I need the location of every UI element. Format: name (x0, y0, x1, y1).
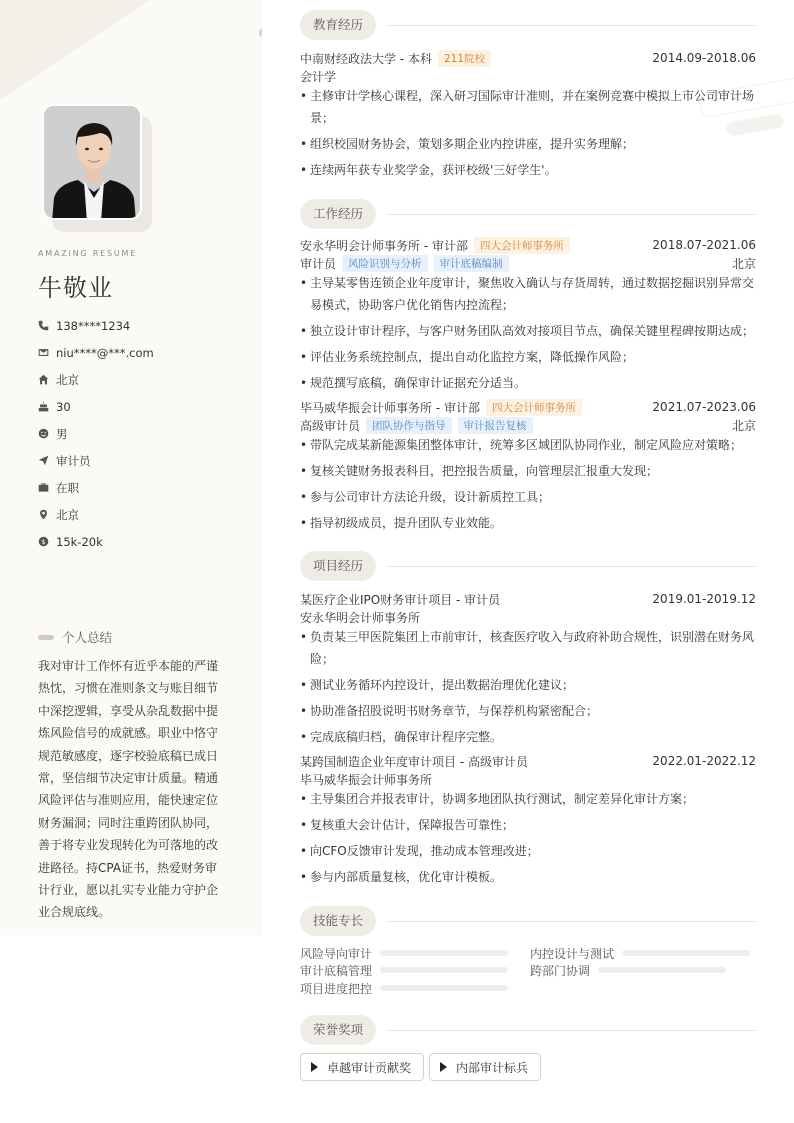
corner-decoration (0, 0, 150, 100)
list-item: • 参与公司审计方法论升级，设计新质控工具； (300, 486, 756, 508)
projects-section-heading (300, 551, 756, 581)
info-salary (38, 528, 238, 555)
list-item: • 参与内部质量复核，优化审计模板。 (300, 866, 756, 888)
summary-heading (38, 628, 112, 646)
award-label: 卓越审计贡献奖 (327, 1060, 412, 1075)
info-text: 在职 (56, 480, 79, 495)
job-role: 高级审计员 (300, 418, 361, 433)
info-email (38, 339, 238, 366)
skill-item (300, 944, 508, 962)
phone-icon (38, 320, 56, 331)
list-item: • 规范撰写底稿，确保审计证据充分适当。 (300, 372, 756, 394)
award-label: 内部审计标兵 (456, 1060, 529, 1075)
awards-section-heading (300, 1015, 756, 1045)
job-city: 北京 (731, 418, 756, 433)
job-header (300, 398, 756, 416)
school-tag: 211院校 (438, 50, 491, 67)
project-date: 2022.01-2022.12 (652, 754, 756, 768)
info-gender (38, 420, 238, 447)
skill-bar (380, 985, 508, 991)
section-divider (386, 214, 756, 215)
skill-item (300, 961, 508, 979)
section-title: 项目经历 (300, 551, 376, 581)
education-section-heading (300, 10, 756, 40)
brand-label: AMAZING RESUME (38, 249, 138, 258)
info-text: 15k-20k (56, 534, 103, 549)
education-major-row (300, 67, 756, 85)
work-section-heading (300, 199, 756, 229)
info-status (38, 474, 238, 501)
list-item: • 协助准备招股说明书财务章节，与保荐机构紧密配合； (300, 700, 756, 722)
award-badge (300, 1053, 424, 1081)
section-divider (386, 566, 756, 567)
send-icon (38, 455, 56, 466)
list-item: • 复核重大会计估计，保障报告可靠性； (300, 814, 756, 836)
list-item: • 主导集团合并报表审计，协调多地团队执行测试，制定差异化审计方案； (300, 788, 756, 810)
job-date: 2021.07-2023.06 (652, 400, 756, 414)
list-item: • 完成底稿归档，确保审计程序完整。 (300, 726, 756, 748)
play-triangle-icon (311, 1062, 318, 1072)
info-home (38, 366, 238, 393)
gender-icon (38, 428, 56, 439)
major: 会计学 (300, 69, 337, 84)
skill-bar (380, 967, 508, 973)
skill-item (530, 961, 726, 979)
list-item: • 指导初级成员，提升团队专业效能。 (300, 512, 756, 534)
list-item: • 主导某零售连锁企业年度审计，聚焦收入确认与存货周转，通过数据挖掘识别异常交易模式，协助客户优化销售内控流程； (300, 272, 756, 316)
list-item: • 复核关键财务报表科目，把控报告质量，向管理层汇报重大发现； (300, 460, 756, 482)
company-name: 安永华明会计师事务所 - 审计部 (300, 238, 468, 253)
info-text: 30 (56, 399, 71, 414)
list-item: • 带队完成某新能源集团整体审计，统筹多区域团队协同作业，制定风险应对策略； (300, 434, 756, 456)
info-job (38, 447, 238, 474)
home-icon (38, 374, 56, 385)
info-text: 138****1234 (56, 318, 131, 333)
list-item: • 测试业务循环内控设计，提出数据治理优化建议； (300, 674, 756, 696)
list-item: • 评估业务系统控制点，提出自动化监控方案，降低操作风险； (300, 346, 756, 368)
summary-title: 个人总结 (62, 630, 113, 645)
sidebar (0, 0, 262, 935)
skill-item (530, 944, 750, 962)
project-org-row (300, 608, 756, 626)
project-header (300, 590, 756, 608)
play-triangle-icon (440, 1062, 447, 1072)
project-org: 安永华明会计师事务所 (300, 610, 421, 625)
list-item: • 连续两年获专业奖学金，获评校级'三好学生'。 (300, 159, 756, 181)
skills-section-heading (300, 906, 756, 936)
location-icon (38, 509, 56, 520)
section-divider (386, 921, 756, 922)
contact-info-list (38, 312, 238, 555)
decorative-dot (259, 29, 262, 37)
job-city: 北京 (731, 256, 756, 271)
candidate-name: 牛敬业 (38, 274, 113, 302)
job-date: 2018.07-2021.06 (652, 238, 756, 252)
salary-icon (38, 536, 56, 547)
skill-label: 项目进度把控 (300, 981, 373, 996)
skill-bar (598, 967, 726, 973)
job-role-row (300, 416, 756, 434)
award-badge (429, 1053, 541, 1081)
skill-tag: 风险识别与分析 (342, 255, 428, 272)
summary-text: 我对审计工作怀有近乎本能的严谨热忱，习惯在准则条文与账目细节中深挖逻辑，享受从杂乱数据中提炼风险信号的成就感。职业中恪守规范敏感度，逐字校验底稿已成日常，坚信细节决定审计质量。精通风险评估与准则应用，能快速定位财务漏洞；同时注重跨团队协同，善于将专业发现转化为可落地的改进路径。持CPA证书，热爱财务审计行业，愿以扎实专业能力守护企业合规底线。 (38, 659, 219, 920)
job-bullets (300, 272, 756, 398)
skill-label: 内控设计与测试 (530, 946, 615, 961)
info-text: 男 (56, 426, 68, 441)
section-title: 技能专长 (300, 906, 376, 936)
job-bullets (300, 434, 756, 538)
list-item: • 主修审计学核心课程，深入研习国际审计准则，并在案例竞赛中模拟上市公司审计场景； (300, 85, 756, 129)
skill-tag: 审计底稿编制 (434, 255, 509, 272)
info-age (38, 393, 238, 420)
list-item: • 负责某三甲医院集团上市前审计，核查医疗收入与政府补助合规性，识别潜在财务风险； (300, 626, 756, 670)
section-title: 教育经历 (300, 10, 376, 40)
project-name: 某医疗企业IPO财务审计项目 - 审计员 (300, 592, 501, 607)
list-item: • 独立设计审计程序，与客户财务团队高效对接项目节点，确保关键里程碑按期达成； (300, 320, 756, 342)
skill-bar (622, 950, 750, 956)
skill-tag: 团队协作与指导 (366, 417, 452, 434)
skill-bar (380, 950, 508, 956)
avatar (42, 104, 142, 220)
briefcase-icon (38, 482, 56, 493)
svg-text:$: $ (41, 538, 46, 546)
project-bullets (300, 626, 756, 752)
skill-item (300, 979, 508, 997)
project-org: 毕马威华振会计师事务所 (300, 772, 433, 787)
list-item: • 组织校园财务协会，策划多期企业内控讲座，提升实务理解； (300, 133, 756, 155)
skill-tag: 审计报告复核 (458, 417, 533, 434)
project-header (300, 752, 756, 770)
section-divider (386, 25, 756, 26)
info-text: 北京 (56, 507, 79, 522)
cake-icon (38, 401, 56, 412)
company-name: 毕马威华振会计师事务所 - 审计部 (300, 400, 480, 415)
info-text: 审计员 (56, 453, 91, 468)
section-title: 荣誉奖项 (300, 1015, 376, 1045)
job-role-row (300, 254, 756, 272)
info-text: 北京 (56, 372, 79, 387)
project-org-row (300, 770, 756, 788)
project-date: 2019.01-2019.12 (652, 592, 756, 606)
job-role: 审计员 (300, 256, 337, 271)
summary-heading-bar (38, 635, 54, 640)
education-bullets (300, 85, 756, 185)
section-title: 工作经历 (300, 199, 376, 229)
project-name: 某跨国制造企业年度审计项目 - 高级审计员 (300, 754, 528, 769)
education-date: 2014.09-2018.06 (652, 51, 756, 65)
project-bullets (300, 788, 756, 892)
company-tag: 四大会计师事务所 (474, 237, 570, 254)
info-text: niu****@***.com (56, 345, 154, 360)
list-item: • 向CFO反馈审计发现，推动成本管理改进； (300, 840, 756, 862)
info-target-city (38, 501, 238, 528)
skill-label: 跨部门协调 (530, 963, 591, 978)
skill-label: 审计底稿管理 (300, 963, 373, 978)
mail-icon (38, 347, 56, 358)
section-divider (386, 1030, 756, 1031)
school-name: 中南财经政法大学 - 本科 (300, 51, 432, 66)
job-header (300, 236, 756, 254)
avatar-photo (42, 104, 142, 220)
awards-list (300, 1053, 541, 1081)
company-tag: 四大会计师事务所 (486, 399, 582, 416)
education-header (300, 49, 756, 67)
info-phone (38, 312, 238, 339)
skill-label: 风险导向审计 (300, 946, 373, 961)
